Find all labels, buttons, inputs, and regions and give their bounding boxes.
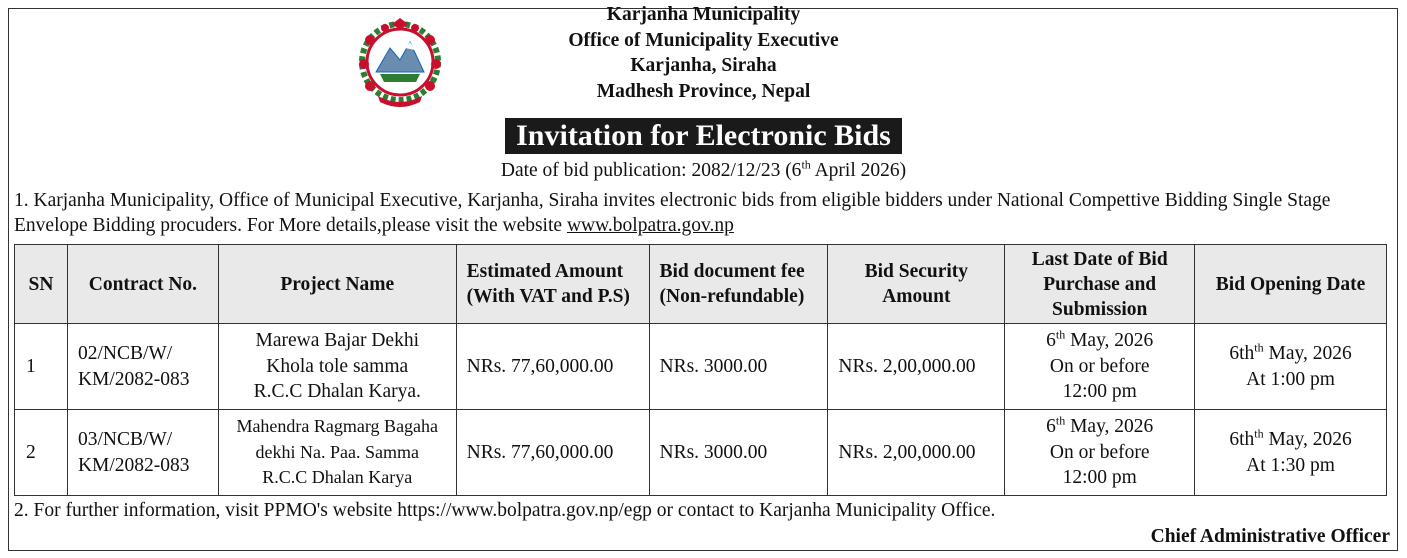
last-month: May, 2026 (1065, 416, 1154, 438)
header-office: Office of Municipality Executive (568, 29, 839, 51)
last-sup: th (1055, 413, 1066, 428)
open-day: 6th (1229, 343, 1255, 364)
cell-last-date (1005, 410, 1195, 496)
header-project: Project Name (218, 245, 456, 324)
project-line: Khola tole samma (266, 355, 409, 377)
pubdate-prefix: Date of bid publication: 2082/12/23 (6 (500, 160, 802, 181)
cell-contract (67, 324, 218, 410)
bolpatra-link[interactable]: www.bolpatra.gov.np (566, 214, 734, 236)
open-month: May, 2026 (1263, 429, 1352, 450)
cell-last-date (1005, 324, 1195, 410)
table-row (15, 410, 1387, 496)
invitation-paragraph (14, 189, 1389, 238)
open-sup: th (1254, 426, 1264, 441)
open-day: 6th (1229, 429, 1255, 450)
project-line: R.C.C Dhalan Karya (262, 467, 413, 488)
project-line: Marewa Bajar Dekhi (255, 330, 419, 352)
cell-opening (1195, 324, 1387, 410)
last-date-line: On or before (1049, 355, 1150, 377)
cell-sn: 2 (15, 410, 68, 496)
header-location: Karjanha, Siraha (630, 55, 777, 76)
header-province: Madhesh Province, Nepal (596, 80, 811, 102)
notice-title: Invitation for Electronic Bids (505, 118, 902, 154)
opening-line (1196, 341, 1385, 367)
cell-amount: NRs. 77,60,000.00 (456, 324, 649, 410)
title-wrapper (0, 118, 1407, 154)
signature-title: Chief Administrative Officer (1150, 526, 1390, 547)
opening-line (1196, 427, 1385, 453)
header-fee: Bid document fee (Non-refundable) (649, 245, 828, 324)
cell-fee: NRs. 3000.00 (649, 410, 828, 496)
office-header (0, 2, 1407, 104)
last-day: 6 (1046, 330, 1056, 352)
last-date-line (1006, 328, 1193, 354)
cell-opening (1195, 410, 1387, 496)
header-municipality: Karjanha Municipality (606, 4, 801, 25)
opening-line: At 1:00 pm (1246, 368, 1335, 390)
open-month: May, 2026 (1263, 343, 1352, 364)
cell-contract (67, 410, 218, 496)
cell-amount: NRs. 77,60,000.00 (456, 410, 649, 496)
contract-line: KM/2082-083 (77, 454, 190, 476)
cell-fee: NRs. 3000.00 (649, 324, 828, 410)
bids-table (14, 244, 1387, 496)
publication-date (0, 159, 1407, 183)
further-info-paragraph: 2. For further information, visit PPMO's website https://www.bolpatra.gov.np/egp or contact to Karjanha Municipality Office. (14, 500, 996, 521)
header-sn: SN (15, 245, 68, 324)
project-line: dekhi Na. Paa. Samma (255, 441, 419, 462)
last-date-line: On or before (1049, 441, 1150, 463)
contract-line: 03/NCB/W/ (77, 429, 173, 450)
header-security: Bid Security Amount (828, 245, 1005, 324)
table-header-row (15, 245, 1387, 324)
last-date-line (1006, 414, 1193, 440)
cell-security: NRs. 2,00,000.00 (828, 324, 1005, 410)
opening-line: At 1:30 pm (1246, 454, 1335, 476)
cell-project (218, 324, 456, 410)
cell-sn: 1 (15, 324, 68, 410)
project-line: R.C.C Dhalan Karya. (253, 381, 421, 403)
table-row (15, 324, 1387, 410)
contract-line: 02/NCB/W/ (77, 343, 173, 364)
pubdate-sup: th (801, 157, 811, 172)
cell-project (218, 410, 456, 496)
cell-security: NRs. 2,00,000.00 (828, 410, 1005, 496)
contract-line: KM/2082-083 (77, 368, 190, 390)
open-sup: th (1254, 340, 1264, 355)
last-date-line: 12:00 pm (1062, 467, 1137, 489)
pubdate-suffix: April 2026) (810, 160, 907, 181)
header-contract: Contract No. (67, 245, 218, 324)
header-opening: Bid Opening Date (1195, 245, 1387, 324)
header-amount: Estimated Amount (With VAT and P.S) (456, 245, 649, 324)
header-last-date: Last Date of Bid Purchase and Submission (1005, 245, 1195, 324)
last-date-line: 12:00 pm (1062, 381, 1137, 403)
last-sup: th (1055, 327, 1066, 342)
last-day: 6 (1046, 416, 1056, 438)
project-line: Mahendra Ragmarg Bagaha (236, 416, 439, 437)
last-month: May, 2026 (1065, 330, 1154, 352)
invitation-text: 1. Karjanha Municipality, Office of Municipal Executive, Karjanha, Siraha invites electronic bids from eligible bidders under National Compettive Bidding Single Stage Envelope Bidding procuders. For More details,please visit the website (14, 190, 1331, 236)
